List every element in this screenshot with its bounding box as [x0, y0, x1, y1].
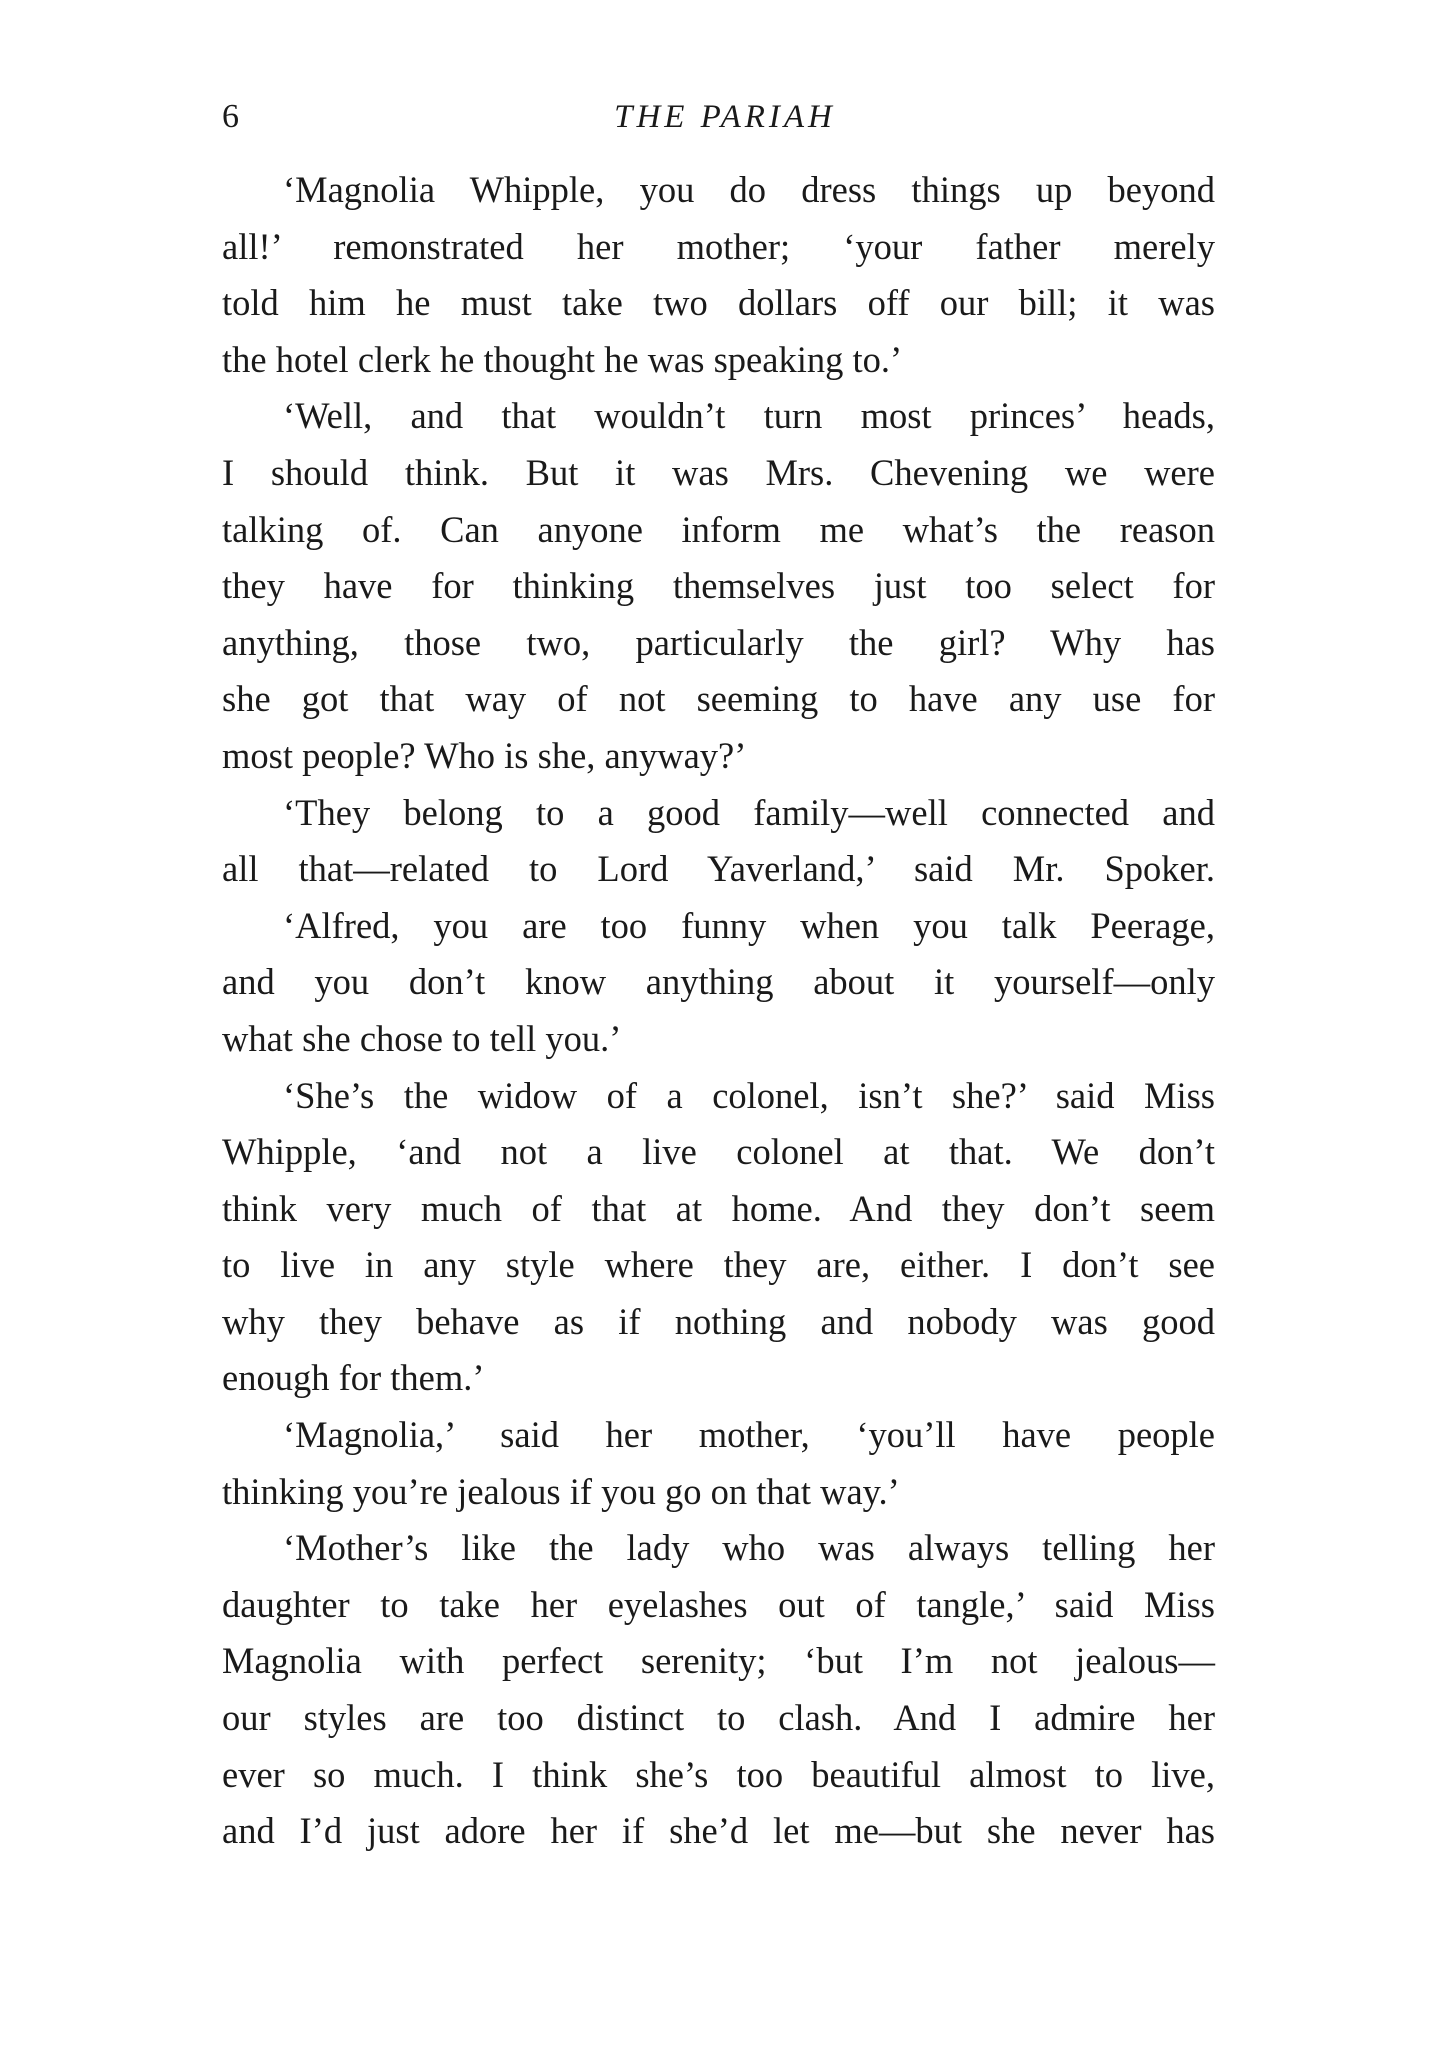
text-line: ever so much. I think she’s too beautiful almost to live, — [222, 1753, 1215, 1795]
text-line: told him he must take two dollars off our bill; it was — [222, 282, 1215, 324]
text-line: they have for thinking themselves just too select for — [222, 565, 1215, 607]
text-line: Whipple, ‘and not a live colonel at that. We don’t — [222, 1131, 1215, 1173]
text-line: enough for them.’ — [222, 1357, 485, 1399]
text-line: to live in any style where they are, either. I don’t see — [222, 1244, 1215, 1286]
text-line: all that—related to Lord Yaverland,’ said Mr. Spoker. — [222, 848, 1215, 890]
text-line: why they behave as if nothing and nobody was good — [222, 1300, 1215, 1342]
text-line: Magnolia with perfect serenity; ‘but I’m not jealous— — [222, 1640, 1215, 1682]
text-line: daughter to take her eyelashes out of tangle,’ said Miss — [222, 1583, 1215, 1625]
text-line: ‘Mother’s like the lady who was always telling her — [283, 1527, 1215, 1569]
text-line: ‘Magnolia Whipple, you do dress things up beyond — [283, 169, 1215, 210]
page-number: 6 — [222, 98, 239, 135]
running-head — [222, 92, 1218, 142]
text-line: talking of. Can anyone inform me what’s the reason — [222, 508, 1215, 550]
text-line: our styles are too distinct to clash. And I admire her — [222, 1697, 1215, 1739]
text-line: she got that way of not seeming to have any use for — [222, 678, 1215, 720]
text-line: anything, those two, particularly the girl? Why has — [222, 621, 1215, 663]
text-line: ‘She’s the widow of a colonel, isn’t she?’ said Miss — [283, 1074, 1215, 1116]
text-line: ‘Well, and that wouldn’t turn most princes’ heads, — [283, 395, 1215, 437]
text-line: what she chose to tell you.’ — [222, 1017, 622, 1059]
body-text — [222, 162, 1215, 1860]
text-line: the hotel clerk he thought he was speaking to.’ — [222, 338, 903, 380]
text-line: think very much of that at home. And they don’t seem — [222, 1187, 1215, 1229]
text-line: thinking you’re jealous if you go on that way.’ — [222, 1470, 900, 1512]
text-line: most people? Who is she, anyway?’ — [222, 734, 747, 776]
text-line: ‘Magnolia,’ said her mother, ‘you’ll have people — [283, 1414, 1215, 1456]
text-line: I should think. But it was Mrs. Chevening we were — [222, 451, 1215, 493]
text-line: all!’ remonstrated her mother; ‘your father merely — [222, 225, 1215, 267]
text-line: ‘They belong to a good family—well connected and — [283, 791, 1215, 833]
text-line: and you don’t know anything about it yourself—only — [222, 961, 1215, 1003]
running-title: THE PARIAH — [614, 99, 836, 135]
text-line: ‘Alfred, you are too funny when you talk Peerage, — [283, 904, 1215, 946]
text-line: and I’d just adore her if she’d let me—but she never has — [222, 1810, 1215, 1852]
